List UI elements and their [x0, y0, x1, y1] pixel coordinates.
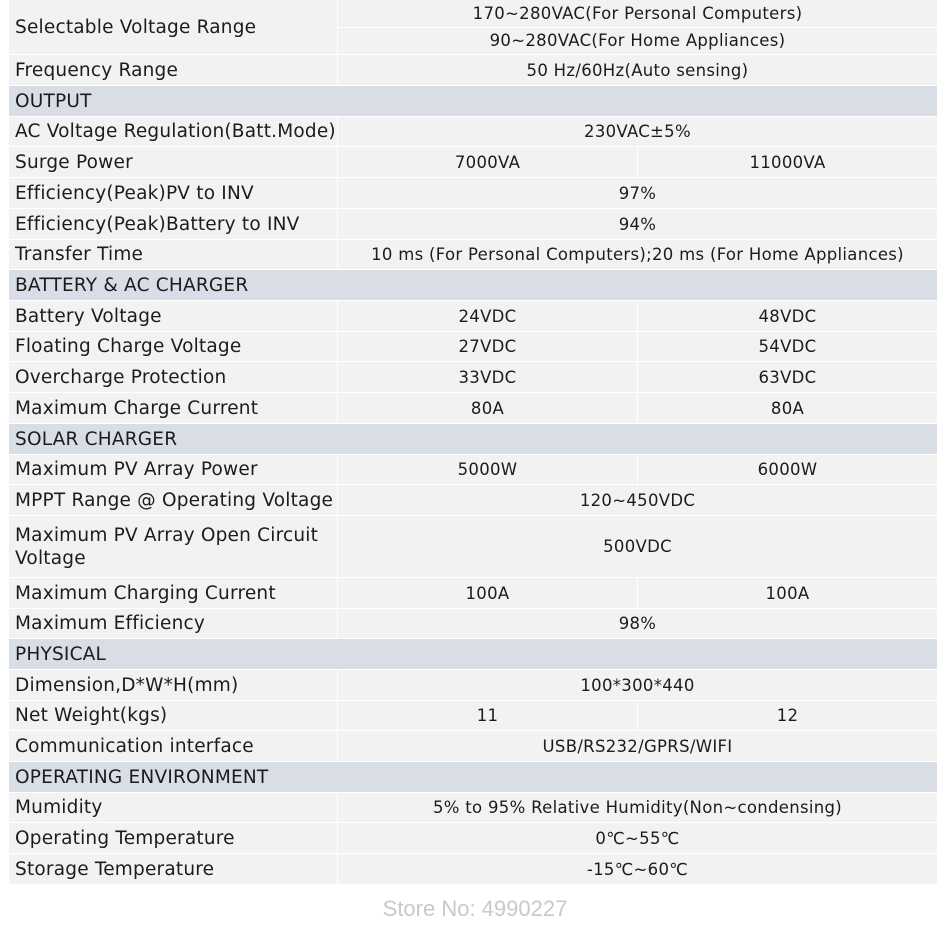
section-header-physical [9, 639, 937, 670]
section-title: OPERATING ENVIRONMENT [15, 766, 269, 788]
spec-label: Operating Temperature [15, 827, 235, 849]
store-watermark: Store No: 4990227 [382, 896, 568, 921]
spec-label: Mumidity [15, 797, 103, 818]
spec-value: 12 [637, 701, 937, 730]
spec-value: 80A [470, 398, 505, 418]
spec-value: 11 [476, 706, 499, 725]
spec-label: Efficiency(Peak)Battery to INV [15, 213, 300, 235]
spec-label: Maximum Charge Current [15, 397, 259, 419]
section-title: PHYSICAL [15, 643, 107, 665]
spec-row-overcharge-protection [9, 362, 937, 393]
spec-row-max-pv-open-circuit [9, 516, 937, 578]
spec-row-transfer-time [9, 240, 937, 270]
spec-label: Communication interface [15, 735, 254, 757]
spec-value: 97% [618, 183, 657, 203]
spec-row-surge-power [9, 147, 937, 178]
spec-value: 170~280VAC(For Personal Computers) [472, 3, 803, 23]
spec-value: 5000W [457, 460, 518, 479]
spec-label: Dimension,D*W*H(mm) [15, 674, 239, 696]
spec-value: 11000VA [637, 147, 937, 177]
spec-row-humidity [9, 793, 937, 823]
spec-label: Maximum Charging Current [15, 582, 276, 604]
spec-row-net-weight [9, 701, 937, 731]
spec-value: 54VDC [637, 332, 937, 361]
spec-value: 63VDC [637, 362, 937, 392]
spec-label: Transfer Time [15, 244, 144, 265]
spec-value: 10 ms (For Personal Computers);20 ms (For Home Appliances) [371, 245, 904, 264]
spec-row-efficiency-pv-inv [9, 178, 937, 209]
spec-value: 24VDC [458, 306, 517, 326]
spec-value: 33VDC [458, 367, 517, 387]
spec-value: 100*300*440 [580, 675, 695, 695]
spec-value: 27VDC [458, 337, 517, 356]
section-header-output [9, 86, 937, 117]
spec-label: AC Voltage Regulation(Batt.Mode) [15, 121, 336, 142]
spec-row-efficiency-batt-inv [9, 209, 937, 240]
section-header-environment [9, 762, 937, 793]
spec-value: 120~450VDC [579, 490, 696, 510]
spec-value: 100A [465, 583, 510, 603]
spec-label: Maximum Efficiency [15, 613, 206, 634]
spec-row-ac-voltage-regulation [9, 117, 937, 147]
spec-label: Selectable Voltage Range [15, 16, 257, 38]
spec-value: 230VAC±5% [584, 122, 691, 141]
spec-value: 80A [637, 393, 937, 423]
spec-value: USB/RS232/GPRS/WIFI [542, 736, 733, 756]
spec-label: Storage Temperature [15, 858, 215, 880]
spec-value: 50 Hz/60Hz(Auto sensing) [526, 60, 749, 80]
spec-label: Efficiency(Peak)PV to INV [15, 182, 254, 204]
spec-row-floating-charge [9, 332, 937, 362]
spec-value: 5% to 95% Relative Humidity(Non~condensing) [432, 798, 843, 817]
spec-row-operating-temp [9, 823, 937, 854]
section-title: BATTERY & AC CHARGER [15, 274, 249, 296]
spec-row-dimension [9, 670, 937, 701]
spec-row-max-charging-current [9, 578, 937, 609]
spec-row-frequency-range [9, 55, 937, 86]
spec-label: Maximum PV Array Power [15, 459, 258, 480]
spec-row-selectable-voltage [9, 0, 937, 55]
spec-label: Overcharge Protection [15, 366, 227, 388]
spec-label: Maximum PV Array Open Circuit Voltage [15, 524, 319, 569]
spec-value: 100A [637, 578, 937, 608]
spec-value: 48VDC [637, 301, 937, 331]
spec-row-storage-temp [9, 854, 937, 885]
spec-value: 6000W [637, 455, 937, 484]
spec-value: 98% [618, 614, 657, 633]
spec-value: 500VDC [603, 537, 672, 556]
spec-label: Battery Voltage [15, 305, 162, 327]
spec-label: MPPT Range @ Operating Voltage [15, 489, 334, 511]
spec-value: 7000VA [454, 152, 521, 172]
section-header-battery [9, 270, 937, 301]
section-title: OUTPUT [15, 90, 92, 112]
spec-row-max-pv-power [9, 455, 937, 485]
spec-value: 90~280VAC(For Home Appliances) [338, 27, 937, 55]
spec-row-max-charge-current [9, 393, 937, 424]
section-header-solar [9, 424, 937, 455]
spec-label: Surge Power [15, 151, 133, 173]
spec-value: -15℃~60℃ [586, 859, 689, 879]
spec-label: Net Weight(kgs) [15, 705, 168, 726]
section-title: SOLAR CHARGER [15, 428, 178, 450]
spec-row-max-efficiency [9, 609, 937, 639]
spec-row-communication [9, 731, 937, 762]
spec-value: 0℃~55℃ [595, 828, 680, 848]
spec-label: Floating Charge Voltage [15, 336, 242, 357]
spec-row-battery-voltage [9, 301, 937, 332]
spec-value: 94% [618, 214, 657, 234]
spec-row-mppt-range [9, 485, 937, 516]
spec-label: Frequency Range [15, 59, 179, 81]
